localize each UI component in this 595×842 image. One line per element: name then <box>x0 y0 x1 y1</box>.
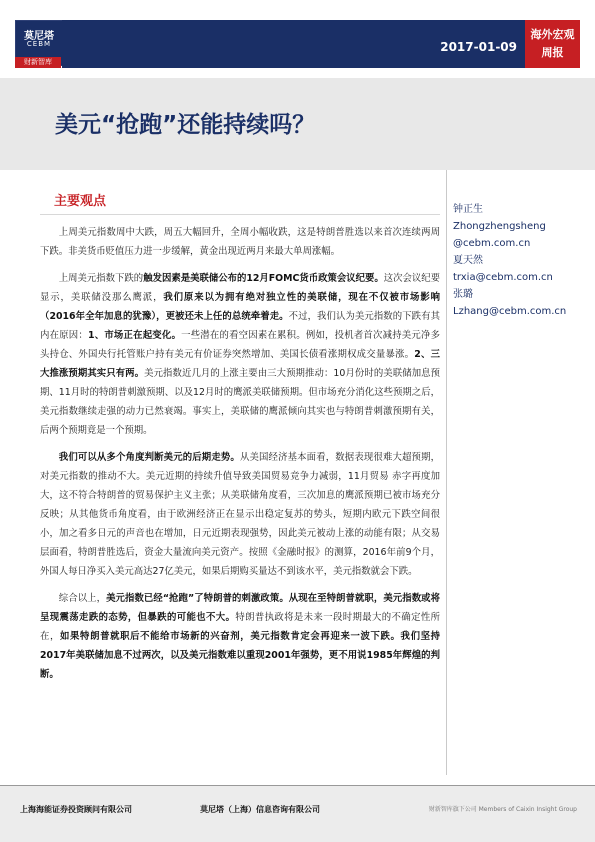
bold-text-run: 1、市场正在起变化。 <box>87 330 182 341</box>
text-run: 从美国经济基本面看，数据表现很难大超预期，对美元指数的推动不大。美元近期的持续升值导致美国贸易竞争力减弱，11月贸易 赤字再度加大，这不符合特朗普的贸易保护主义主张；从美联储角度看，三次加息的鹰派预期已被市场充分反映；从其他货币角度看，由于欧洲经济正在显示出稳定复苏的势头，短期内欧元下跌空间很小，加之看多日元的声音也在增加，日元近期表现强势，因此美元被动上涨的动能有限；从交易层面看，特朗普胜选后，资金大量流向美元资产。按照《金融时报》的测算，2016年前9个月，外国人每日净买入美元高达27亿美元，如果后期购买量达不到该水平，美元指数就会下跌。 <box>40 452 440 577</box>
report-title: 美元“抢跑”还能持续吗？ <box>55 112 316 138</box>
author-list <box>453 201 591 320</box>
text-run: 上周美元指数周中大跌，周五大幅回升，全周小幅收跌，这是特朗普胜选以来首次连续两周下跌。非美货币贬值压力进一步缓解，黄金出现近两月来最大单周涨幅。 <box>40 227 440 257</box>
title-band <box>0 78 595 170</box>
report-type-line2: 周报 <box>541 46 564 59</box>
section-title: 主要观点 <box>54 194 107 209</box>
bold-text-run: 2、三大推涨预期其实只有两。 <box>40 349 440 379</box>
author-line: Zhongzhengsheng <box>453 221 546 232</box>
paragraph-list <box>40 223 440 684</box>
bold-text-run: 触发因素是美联储公布的12月FOMC货币政策会议纪要。 <box>143 273 384 284</box>
bold-text-run: 如果特朗普就职后不能给市场新的兴奋剂，美元指数肯定会再迎来一波下跌。我们坚持2017年美联储加息不过两次，以及美元指数难以重现2001年强势，更不用说1985年辉煌的判断。 <box>40 631 440 680</box>
text-run: 一些潜在的看空因素在累积。例如，投机者首次减持美元净多头持仓、外国央行托管账户持有美元有价证券突然增加、美国长债看涨期权成交量暴涨。 <box>40 330 440 360</box>
header-bar <box>62 20 525 68</box>
header <box>0 0 595 78</box>
report-type-label <box>525 20 580 68</box>
bold-text-run: 我们原来以为拥有绝对独立性的美联储，现在不仅被市场影响（2016年全年加息的犹豫），更被还未上任的总统牵着走。 <box>40 292 440 322</box>
text-run: 这次会议纪要显示，美联储没那么鹰派， <box>40 273 440 303</box>
author-line: 张璐 <box>453 289 473 300</box>
report-date: 2017-01-09 <box>440 40 517 54</box>
author-line: 夏天然 <box>453 255 483 266</box>
text-run: 上周美元指数下跌的 <box>58 273 144 284</box>
footer-group-note: 财新智库旗下公司 Members of Caixin Insight Group <box>428 806 577 813</box>
author-email[interactable]: trxia@cebm.com.cn <box>453 272 553 283</box>
text-run: 不过，我们认为美元指数的下跌有其内在原因： <box>40 311 440 341</box>
bold-text-run: 我们可以从多个角度判断美元的后期走势。 <box>58 452 240 463</box>
author-email[interactable]: Lzhang@cebm.com.cn <box>453 306 567 317</box>
body-paragraph <box>40 448 440 581</box>
section-rule <box>40 214 440 215</box>
main-content <box>40 180 440 692</box>
footer-company-mid: 莫尼塔（上海）信息咨询有限公司 <box>200 805 320 814</box>
text-run: 综合以上， <box>58 593 107 604</box>
author-email[interactable]: @cebm.com.cn <box>453 238 531 249</box>
footer <box>0 786 595 842</box>
author-line: 钟正生 <box>453 204 483 215</box>
body-paragraph <box>40 269 440 440</box>
bold-text-run: 美元指数已经“抢跑”了特朗普的刺激政策。从现在至特朗普就职，美元指数或将呈现震荡走跌的态势，但暴跌的可能也不大。 <box>40 593 440 623</box>
body-paragraph <box>40 589 440 684</box>
text-run: 美元指数近几月的上涨主要由三大预期推动：10月份时的美联储加息预期、11月时的特朗普刺激预期、以及12月时的鹰派美联储预期。但市场充分消化这些预期之后，美元指数继续走强的动力已然衰竭。事实上，美联储的鹰派倾向其实也与特朗普刺激预期有关，后两个预期竟是一个预期。 <box>40 368 440 436</box>
column-divider <box>446 170 447 775</box>
body-paragraph <box>40 223 440 261</box>
footer-company-left: 上海海能证券投资顾问有限公司 <box>20 805 132 814</box>
text-run: 特朗普执政将是未来一段时期最大的不确定性所在， <box>40 612 440 642</box>
logo-cn-text: 莫尼塔 <box>24 31 54 42</box>
logo-subtitle: 财新智库 <box>15 57 61 68</box>
report-type-line1: 海外宏观 <box>530 28 575 41</box>
logo-en-text: CEBM <box>26 40 52 48</box>
